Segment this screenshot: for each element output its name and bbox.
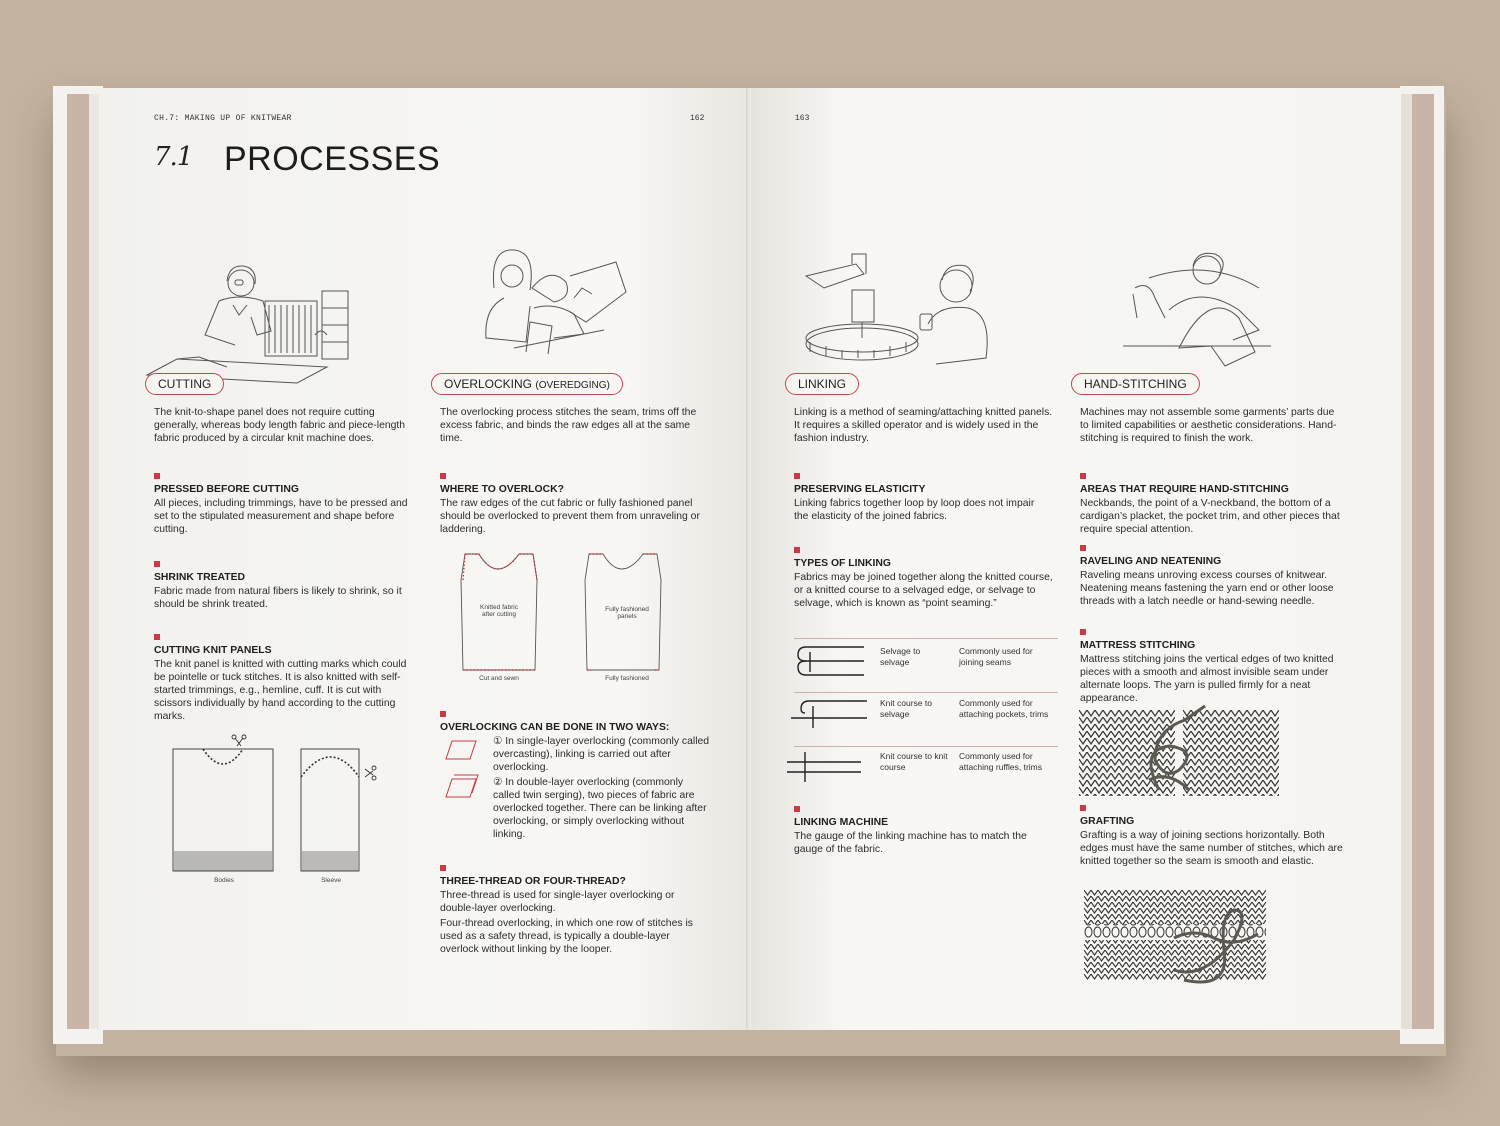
shrink-heading: SHRINK TREATED <box>154 572 246 583</box>
areas-body: Neckbands, the point of a V-neckband, the bottom of a cardigan’s placket, the pocket trim, and other pieces that require special attention. <box>1080 498 1340 535</box>
thread-body-two: Four-thread overlocking, in which one row of stitches is used as a safety thread, is typically a double-layer overlock without linking by the looper. <box>440 918 693 955</box>
bullet-square <box>440 865 446 871</box>
page-block-left <box>67 94 89 1029</box>
elasticity-body: Linking fabrics together loop by loop does not impair the elasticity of the joined fabrics. <box>794 498 1035 522</box>
panels-heading: CUTTING KNIT PANELS <box>154 645 272 656</box>
table-row-2-type: Knit course to selvage <box>880 698 932 719</box>
fig-right-inner: Fully fashioned panels <box>605 606 649 620</box>
selvage-selvage-icon <box>794 644 874 678</box>
bullet-square <box>1080 629 1086 635</box>
table-rule <box>794 692 1058 693</box>
table-rule <box>794 638 1058 639</box>
page-block-left-inner <box>89 94 99 1029</box>
thread-heading: THREE-THREAD OR FOUR-THREAD? <box>440 876 626 887</box>
types-heading: TYPES OF LINKING <box>794 558 891 569</box>
bullet-square <box>154 473 160 479</box>
running-head: CH.7: MAKING UP OF KNITWEAR <box>154 114 292 123</box>
types-body: Fabrics may be joined together along the knitted course, or a knitted course to a selvaged edge, or selvage to selvage, which is known as “point seaming.” <box>794 572 1053 609</box>
thread-body-one: Three-thread is used for single-layer overlocking or double-layer overlocking. <box>440 890 675 914</box>
hand-stitching-label <box>1071 373 1200 395</box>
table-rule <box>794 746 1058 747</box>
bullet-square <box>1080 545 1086 551</box>
bullet-square <box>440 473 446 479</box>
machine-heading: LINKING MACHINE <box>794 817 889 828</box>
cutting-label-text: CUTTING <box>158 377 212 391</box>
way-two: ② In double-layer overlocking (commonly called twin serging), two pieces of fabric are overlocked together. There can be linking after overlocking, or simply overlocking without linking. <box>493 777 707 840</box>
page-number-right: 163 <box>795 114 810 123</box>
hand-stitching-illustration <box>1119 248 1289 388</box>
page-block-right-inner <box>1400 94 1412 1029</box>
cutting-panels-diagram <box>169 733 389 873</box>
pressed-heading: PRESSED BEFORE CUTTING <box>154 484 299 495</box>
bullet-square <box>1080 473 1086 479</box>
panels-body: The knit panel is knitted with cutting marks which could be pointelle or tuck stitches. It is also knitted with self-started trimmings, e.g., hemline, cuff. It is cut with scissors individually by hand according to the cutting marks. <box>154 659 407 722</box>
machine-body: The gauge of the linking machine has to match the gauge of the fabric. <box>794 831 1027 855</box>
areas-heading: AREAS THAT REQUIRE HAND-STITCHING <box>1080 484 1289 495</box>
twoways-heading: OVERLOCKING CAN BE DONE IN TWO WAYS: <box>440 722 670 733</box>
fig-left-caption: Cut and sewn <box>479 675 519 682</box>
elasticity-heading: PRESERVING ELASTICITY <box>794 484 926 495</box>
overlocking-label-text: OVERLOCKING <box>444 377 533 391</box>
linking-intro: Linking is a method of seaming/attaching knitted panels. It requires a skilled operator and is widely used in the fashion industry. <box>794 407 1053 444</box>
section-number: 7.1 <box>154 142 193 172</box>
page-number-left: 162 <box>690 114 705 123</box>
hand-intro: Machines may not assemble some garments’ parts due to limited capabilities or aesthetic considerations. Hand-stitching is required to finish the work. <box>1080 407 1337 444</box>
page-title: PROCESSES <box>224 140 441 178</box>
fig-right-caption: Fully fashioned <box>605 675 649 682</box>
table-row-1-use: Commonly used for joining seams <box>959 646 1033 667</box>
cutting-label <box>145 373 224 395</box>
overlocking-label-suffix: (OVEREDGING) <box>535 380 610 391</box>
table-row-3-type: Knit course to knit course <box>880 751 948 772</box>
bullet-square <box>1080 805 1086 811</box>
hand-stitching-label-text: HAND-STITCHING <box>1084 377 1187 391</box>
table-row-1-type: Selvage to selvage <box>880 646 921 667</box>
bullet-square <box>440 711 446 717</box>
bullet-square <box>154 634 160 640</box>
cutting-illustration <box>147 253 387 388</box>
raveling-heading: RAVELING AND NEATENING <box>1080 556 1222 567</box>
caption-sleeve: Sleeve <box>321 877 341 884</box>
right-page <box>751 88 1401 1030</box>
table-row-3-use: Commonly used for attaching ruffles, trims <box>959 751 1042 772</box>
linking-label-text: LINKING <box>798 377 847 391</box>
course-course-icon <box>787 750 872 784</box>
course-selvage-icon <box>791 696 876 730</box>
grafting-heading: GRAFTING <box>1080 816 1135 827</box>
bullet-square <box>794 473 800 479</box>
overlocking-illustration <box>474 248 634 388</box>
grafting-swatch <box>1084 890 1266 980</box>
table-row-2-use: Commonly used for attaching pockets, trims <box>959 698 1049 719</box>
layer-icons <box>444 739 484 809</box>
bullet-square <box>794 806 800 812</box>
overlocking-label <box>431 373 623 395</box>
caption-bodies: Bodies <box>214 877 234 884</box>
mattress-heading: MATTRESS STITCHING <box>1080 640 1196 651</box>
fig-left-inner: Knitted fabric after cutting <box>480 604 518 618</box>
left-page <box>99 88 749 1030</box>
where-heading: WHERE TO OVERLOCK? <box>440 484 564 495</box>
bullet-square <box>154 561 160 567</box>
raveling-body: Raveling means unroving excess courses of knitwear. Neatening means fastening the yarn end or other loose threads with a latch needle or hand-sewing needle. <box>1080 570 1334 607</box>
mattress-stitch-swatch <box>1079 710 1279 796</box>
where-body: The raw edges of the cut fabric or fully fashioned panel should be overlocked to prevent them from unraveling or laddering. <box>440 498 700 535</box>
mattress-body: Mattress stitching joins the vertical edges of two knitted pieces with a smooth and almost invisible seam under alternate loops. The yarn is pulled firmly for a neat appearance. <box>1080 654 1334 704</box>
grafting-body: Grafting is a way of joining sections horizontally. Both edges must have the same number of stitches, which are knitted together so the seam is smooth and elastic. <box>1080 830 1343 867</box>
overlocking-intro: The overlocking process stitches the seam, trims off the excess fabric, and binds the raw edges all at the same time. <box>440 407 697 444</box>
page-block-right <box>1412 94 1434 1029</box>
pressed-body: All pieces, including trimmings, have to be pressed and set to the stipulated measurement and shape before cutting. <box>154 498 408 535</box>
linking-illustration <box>796 246 1016 386</box>
way-one: ① In single-layer overlocking (commonly called overcasting), linking is carried out after overlocking. <box>493 736 710 773</box>
linking-label <box>785 373 859 395</box>
shrink-body: Fabric made from natural fibers is likely to shrink, so it should be shrink treated. <box>154 586 402 610</box>
bullet-square <box>794 547 800 553</box>
cutting-intro: The knit-to-shape panel does not require cutting generally, whereas body length fabric and piece-length fabric produced by a circular knit machine does. <box>154 407 406 444</box>
